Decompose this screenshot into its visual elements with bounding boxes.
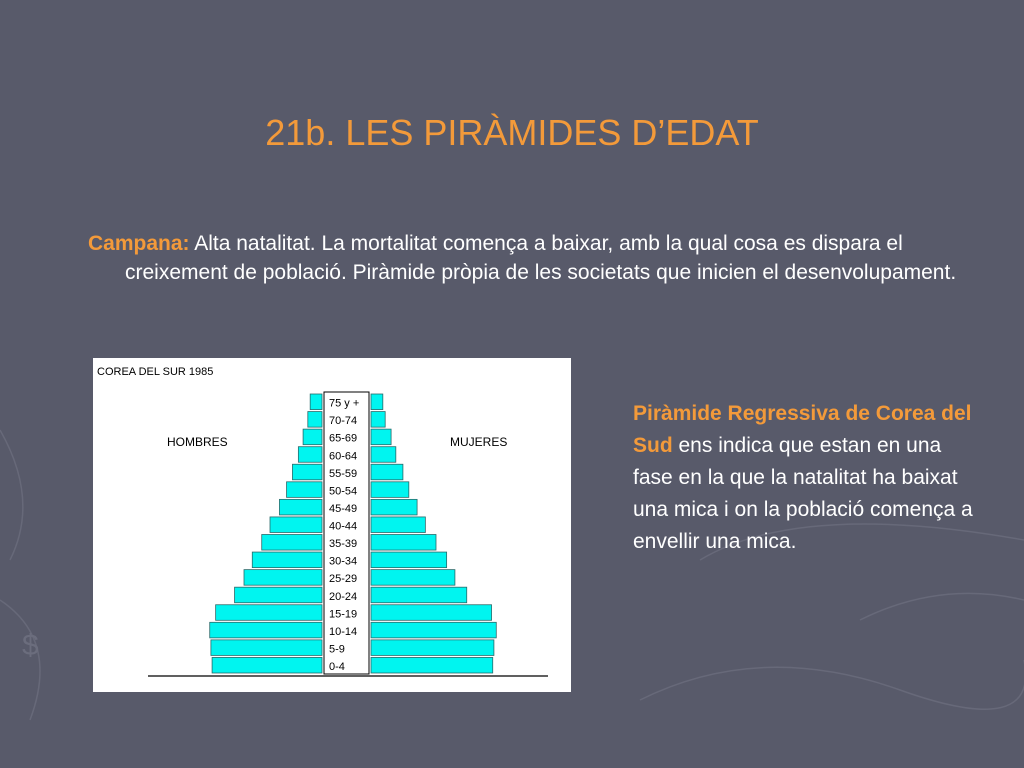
age-label: 25-29	[329, 573, 358, 586]
legend-mujeres: MUJERES	[450, 435, 508, 449]
campana-label: Campana:	[88, 232, 190, 255]
bar-hombres	[287, 482, 322, 498]
bar-hombres	[262, 535, 322, 551]
bar-mujeres	[371, 517, 425, 533]
slide-title: 21b. LES PIRÀMIDES D’EDAT	[265, 112, 759, 153]
campana-paragraph	[88, 229, 985, 287]
bar-mujeres	[371, 447, 396, 463]
age-label: 45-49	[329, 502, 358, 515]
campana-text: Alta natalitat. La mortalitat comença a baixar, amb la qual cosa es dispara el creixement de població. Piràmide pròpia de les societats que inicien el desenvolupament.	[125, 232, 957, 284]
bar-hombres	[235, 587, 322, 603]
bar-hombres	[298, 447, 322, 463]
bar-mujeres	[371, 605, 492, 621]
age-label: 35-39	[329, 538, 358, 551]
bar-hombres	[252, 552, 322, 568]
side-highlight: Piràmide Regressiva de Corea del Sud	[633, 402, 972, 457]
age-label: 75 y +	[329, 397, 360, 410]
bar-mujeres	[371, 570, 455, 586]
bar-hombres	[308, 412, 322, 428]
bar-hombres	[310, 394, 322, 410]
age-label: 40-44	[329, 520, 358, 533]
age-label: 65-69	[329, 432, 358, 445]
age-label: 5-9	[329, 643, 345, 656]
chart-title: COREA DEL SUR 1985	[97, 366, 214, 378]
bar-mujeres	[371, 412, 385, 428]
bar-hombres	[244, 570, 322, 586]
bar-hombres	[279, 499, 322, 515]
side-text: ens indica que estan en una fase en la que la natalitat ha baixat una mica i on la població comença a envellir una mica.	[633, 434, 973, 553]
bar-mujeres	[371, 622, 496, 638]
bar-hombres	[211, 640, 322, 656]
bar-mujeres	[371, 657, 493, 673]
age-label: 70-74	[329, 415, 358, 428]
dollar-icon: $	[22, 629, 39, 662]
bar-mujeres	[371, 499, 417, 515]
bar-hombres	[303, 429, 322, 445]
age-label: 0-4	[329, 661, 345, 673]
age-label: 10-14	[329, 625, 358, 638]
age-label: 20-24	[329, 590, 358, 603]
bar-mujeres	[371, 482, 409, 498]
pyramid-svg	[93, 358, 571, 692]
age-label: 30-34	[329, 555, 358, 568]
age-label: 55-59	[329, 467, 358, 480]
age-label: 60-64	[329, 450, 358, 463]
population-pyramid-chart	[93, 358, 571, 692]
bar-hombres	[210, 622, 322, 638]
age-label: 15-19	[329, 608, 358, 621]
bar-mujeres	[371, 552, 447, 568]
legend-hombres: HOMBRES	[167, 435, 228, 449]
bar-hombres	[270, 517, 322, 533]
age-label: 50-54	[329, 485, 358, 498]
bar-hombres	[212, 657, 322, 673]
bar-mujeres	[371, 640, 494, 656]
bar-mujeres	[371, 535, 436, 551]
bar-mujeres	[371, 394, 383, 410]
bar-mujeres	[371, 429, 391, 445]
bar-mujeres	[371, 464, 403, 480]
bar-hombres	[216, 605, 322, 621]
side-paragraph	[633, 398, 983, 558]
bar-mujeres	[371, 587, 467, 603]
bar-hombres	[292, 464, 322, 480]
